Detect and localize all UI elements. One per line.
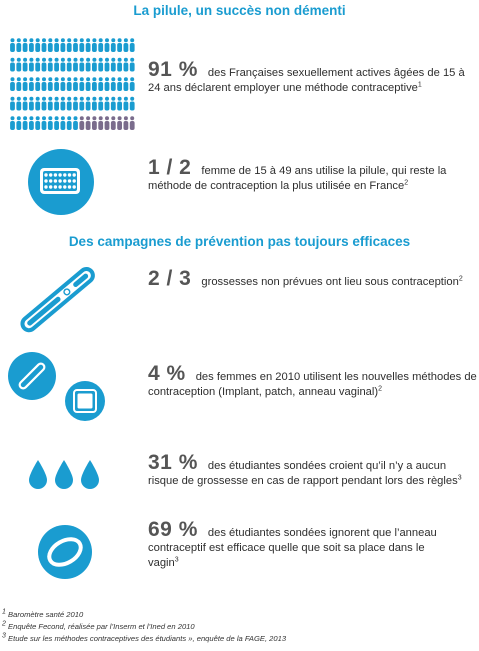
- pill-dot: [63, 185, 66, 188]
- person-figure: [16, 38, 21, 52]
- person-figure: [124, 58, 129, 72]
- pill-dot: [54, 179, 57, 182]
- stat-text: grossesses non prévues ont lieu sous contraception: [201, 276, 459, 288]
- footnote-number: 3: [2, 632, 6, 640]
- person-figure: [23, 77, 28, 91]
- implant-icon: [4, 348, 60, 404]
- pill-dot: [49, 173, 52, 176]
- person-figure: [10, 58, 15, 72]
- stat-value: 69 %: [148, 518, 198, 541]
- stat-text: des étudiantes sondées ignorent que l’anneau contraceptif est efficace quelle que soit sa place dans le vagin: [148, 527, 437, 569]
- footnote-number: 2: [2, 620, 6, 628]
- person-figure: [29, 116, 34, 130]
- footnote-ref: 2: [378, 385, 383, 393]
- pill-dot: [68, 173, 71, 176]
- person-figure: [35, 77, 40, 91]
- person-figure: [98, 97, 103, 111]
- person-figure: [35, 38, 40, 52]
- person-figure: [42, 58, 47, 72]
- person-figure: [48, 116, 53, 130]
- person-figure: [61, 38, 66, 52]
- person-figure: [73, 77, 78, 91]
- footnote-item: [2, 633, 286, 645]
- person-figure: [67, 58, 72, 72]
- person-figure: [10, 97, 15, 111]
- person-figure: [73, 97, 78, 111]
- ring-icon: [34, 521, 96, 583]
- patch-icon: [62, 378, 108, 424]
- footnote-item: [2, 609, 286, 621]
- stat-value: 1 / 2: [148, 156, 192, 179]
- person-figure: [67, 97, 72, 111]
- person-figure: [35, 58, 40, 72]
- pill-dot: [73, 173, 76, 176]
- person-figure: [130, 116, 135, 130]
- pill-dot: [54, 185, 57, 188]
- person-figure: [42, 116, 47, 130]
- person-figure: [86, 77, 91, 91]
- stat-4: [148, 362, 478, 400]
- person-figure: [130, 58, 135, 72]
- pill-dot: [44, 179, 47, 182]
- person-figure: [48, 58, 53, 72]
- pill-dot: [73, 179, 76, 182]
- person-figure: [130, 97, 135, 111]
- person-figure: [86, 58, 91, 72]
- person-figure: [42, 77, 47, 91]
- person-figure: [92, 97, 97, 111]
- person-figure: [111, 116, 116, 130]
- person-figure: [111, 58, 116, 72]
- person-figure: [79, 38, 84, 52]
- drops-icon: [28, 458, 108, 494]
- person-figure: [10, 38, 15, 52]
- footnote-item: [2, 621, 286, 633]
- pill-dot: [58, 179, 61, 182]
- people-grid-icon: [10, 38, 138, 134]
- person-figure: [54, 38, 59, 52]
- footnote-ref: 2: [404, 179, 409, 187]
- person-figure: [98, 77, 103, 91]
- person-figure: [92, 77, 97, 91]
- person-figure: [54, 97, 59, 111]
- stat-value: 91 %: [148, 58, 198, 81]
- person-figure: [67, 116, 72, 130]
- pill-dot: [63, 173, 66, 176]
- person-figure: [86, 116, 91, 130]
- stat-31: [148, 451, 476, 489]
- person-figure: [130, 38, 135, 52]
- pill-dot: [44, 173, 47, 176]
- person-figure: [61, 97, 66, 111]
- stat-value: 31 %: [148, 451, 198, 474]
- person-figure: [54, 58, 59, 72]
- person-figure: [16, 116, 21, 130]
- person-figure: [23, 116, 28, 130]
- pill-dot: [63, 179, 66, 182]
- person-figure: [61, 116, 66, 130]
- person-figure: [124, 116, 129, 130]
- stat-value: 4 %: [148, 362, 186, 385]
- person-figure: [23, 58, 28, 72]
- person-figure: [117, 97, 122, 111]
- section-heading-pill: La pilule, un succès non démenti: [133, 3, 346, 18]
- person-figure: [92, 116, 97, 130]
- person-figure: [98, 58, 103, 72]
- person-figure: [86, 38, 91, 52]
- person-figure: [117, 38, 122, 52]
- person-figure: [130, 77, 135, 91]
- person-figure: [117, 58, 122, 72]
- person-figure: [111, 38, 116, 52]
- person-figure: [79, 77, 84, 91]
- person-figure: [42, 38, 47, 52]
- stat-text: des étudiantes sondées croient qu’il n’y a aucun risque de grossesse en cas de rapport pendant lors des règles: [148, 460, 458, 487]
- person-figure: [124, 77, 129, 91]
- person-figure: [86, 97, 91, 111]
- stat-69: [148, 518, 458, 571]
- person-figure: [73, 38, 78, 52]
- person-figure: [16, 58, 21, 72]
- person-figure: [10, 116, 15, 130]
- person-figure: [73, 116, 78, 130]
- footnote-ref: 2: [458, 275, 463, 283]
- person-figure: [117, 116, 122, 130]
- person-figure: [111, 97, 116, 111]
- person-figure: [105, 97, 110, 111]
- person-figure: [92, 58, 97, 72]
- footnote-text: Baromètre santé 2010: [8, 610, 84, 619]
- person-figure: [35, 116, 40, 130]
- footnote-ref: 3: [457, 474, 462, 482]
- stat-text: femme de 15 à 49 ans utilise la pilule, qui reste la méthode de contraception la plus utilisée en France: [148, 165, 447, 192]
- pill-dot: [49, 179, 52, 182]
- person-figure: [10, 77, 15, 91]
- stat-2-3: [148, 267, 476, 290]
- person-figure: [29, 77, 34, 91]
- person-figure: [105, 77, 110, 91]
- person-figure: [105, 116, 110, 130]
- person-figure: [73, 58, 78, 72]
- footnote-ref: 1: [417, 81, 422, 89]
- person-figure: [16, 77, 21, 91]
- footnote-ref: 3: [174, 556, 179, 564]
- footnote-number: 1: [2, 608, 6, 616]
- stat-1-2: [148, 156, 476, 194]
- person-figure: [29, 97, 34, 111]
- person-figure: [48, 38, 53, 52]
- person-figure: [29, 38, 34, 52]
- person-figure: [29, 58, 34, 72]
- person-figure: [117, 77, 122, 91]
- person-figure: [98, 116, 103, 130]
- pill-dot: [68, 179, 71, 182]
- pill-dot: [73, 185, 76, 188]
- person-figure: [105, 58, 110, 72]
- person-figure: [23, 38, 28, 52]
- pill-pack-icon: [20, 141, 102, 223]
- person-figure: [61, 77, 66, 91]
- pill-dot: [58, 185, 61, 188]
- person-figure: [67, 38, 72, 52]
- person-figure: [79, 97, 84, 111]
- person-figure: [61, 58, 66, 72]
- pill-dot: [49, 185, 52, 188]
- person-figure: [54, 116, 59, 130]
- person-figure: [105, 38, 110, 52]
- footnote-text: Enquête Fecond, réalisée par l’Inserm et l’Ined en 2010: [8, 622, 195, 631]
- person-figure: [48, 77, 53, 91]
- person-figure: [124, 38, 129, 52]
- stat-91: [148, 58, 476, 96]
- person-figure: [23, 97, 28, 111]
- person-figure: [48, 97, 53, 111]
- person-figure: [35, 97, 40, 111]
- pill-dot: [54, 173, 57, 176]
- pill-dot: [58, 173, 61, 176]
- section-heading-prevention: Des campagnes de prévention pas toujours efficaces: [68, 234, 411, 249]
- person-figure: [98, 38, 103, 52]
- footnote-text: Etude sur les méthodes contraceptives des étudiants », enquête de la FAGE, 2013: [8, 634, 287, 643]
- footnotes: [2, 609, 286, 645]
- person-figure: [124, 97, 129, 111]
- person-figure: [79, 116, 84, 130]
- pill-dot: [44, 185, 47, 188]
- pregnancy-test-icon: [8, 262, 108, 338]
- pill-dot: [68, 185, 71, 188]
- stat-text: des Françaises sexuellement actives âgées de 15 à 24 ans déclarent employer une méthode contraceptive: [148, 67, 465, 94]
- person-figure: [42, 97, 47, 111]
- stat-value: 2 / 3: [148, 267, 192, 290]
- person-figure: [111, 77, 116, 91]
- person-figure: [16, 97, 21, 111]
- person-figure: [54, 77, 59, 91]
- stat-text: des femmes en 2010 utilisent les nouvelles méthodes de contraception (Implant, patch, anneau vaginal): [148, 371, 477, 398]
- person-figure: [79, 58, 84, 72]
- person-figure: [67, 77, 72, 91]
- person-figure: [92, 38, 97, 52]
